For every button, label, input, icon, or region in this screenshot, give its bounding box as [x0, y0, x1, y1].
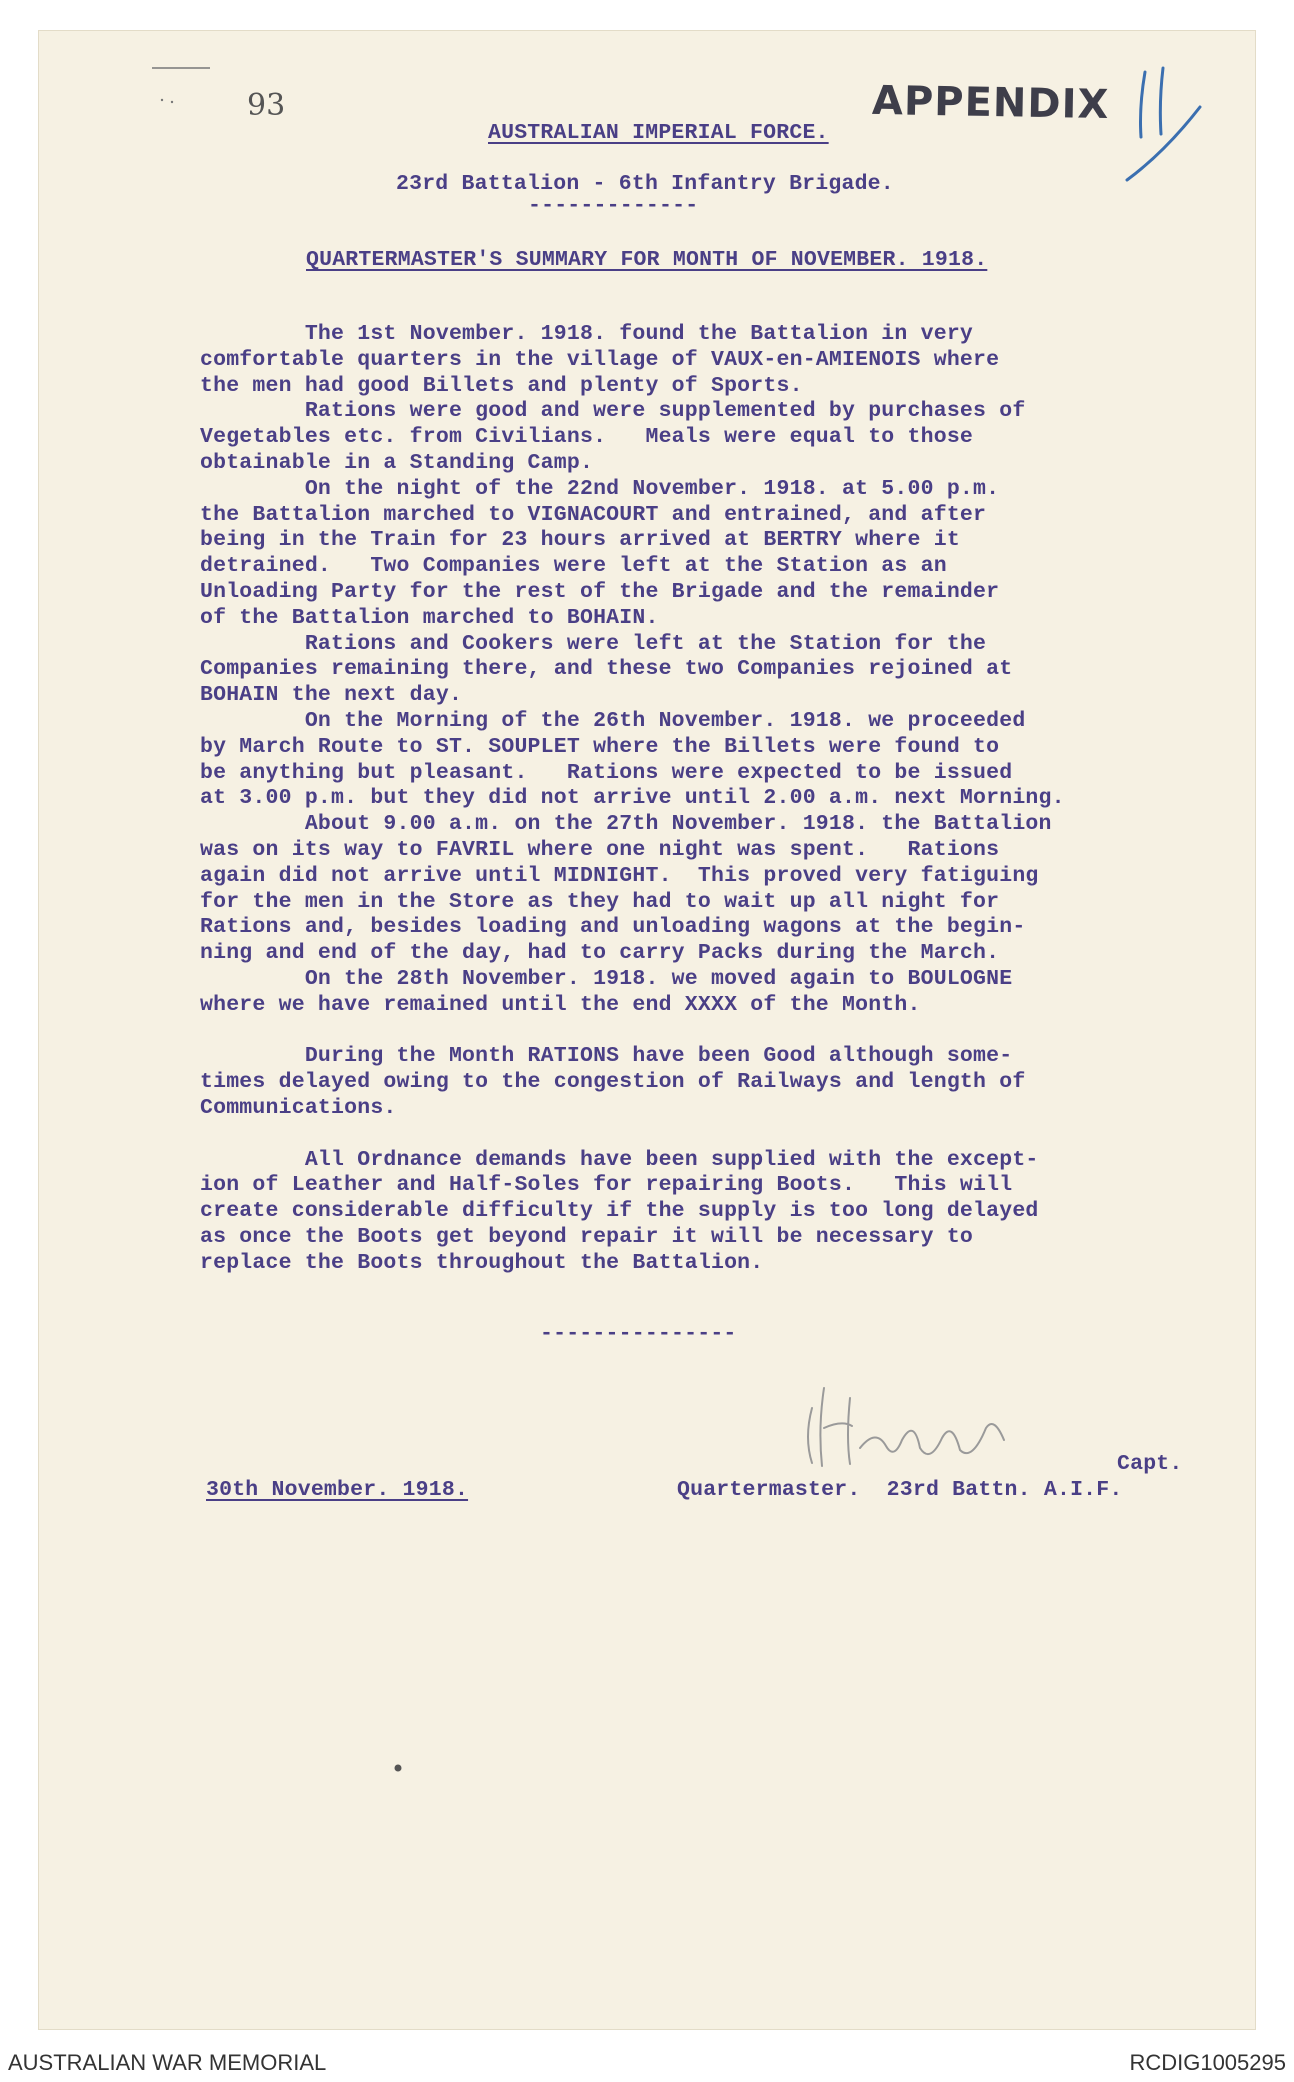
body-line: The 1st November. 1918. found the Battalion in very: [200, 322, 974, 346]
body-line: On the night of the 22nd November. 1918. at 5.00 p.m.: [200, 476, 1000, 501]
body-line: Rations were good and were supplemented by purchases of: [200, 399, 1026, 424]
appendix-stamp: APPENDIX: [871, 77, 1110, 129]
body-line: comfortable quarters in the village of VAUX-en-AMIENOIS where: [200, 347, 1000, 372]
body-line: being in the Train for 23 hours arrived at BERTRY where it: [200, 528, 960, 553]
header-divider: -------------: [528, 194, 699, 218]
body-line: detrained. Two Companies were left at the Station as an: [200, 554, 947, 579]
body-line: All Ordnance demands have been supplied with the except-: [200, 1147, 1039, 1172]
header-organisation: AUSTRALIAN IMPERIAL FORCE.: [488, 121, 829, 145]
body-line: Unloading Party for the rest of the Brigade and the remainder: [200, 579, 1000, 604]
footer-record-id: RCDIG1005295: [1129, 2050, 1286, 2075]
punch-mark: [392, 1762, 404, 1774]
body-line: of the Battalion marched to BOHAIN.: [200, 605, 659, 630]
body-line: On the 28th November. 1918. we moved again to BOULOGNE: [200, 966, 1013, 991]
body-line: During the Month RATIONS have been Good although some-: [200, 1044, 1013, 1069]
body-line: by March Route to ST. SOUPLET where the Billets were found to: [200, 734, 1000, 759]
body-line: Vegetables etc. from Civilians. Meals were equal to those: [200, 425, 974, 450]
body-text: [200, 322, 1065, 1276]
body-line: Rations and Cookers were left at the Station for the: [200, 631, 987, 656]
body-line: the Battalion marched to VIGNACOURT and entrained, and after: [200, 502, 987, 527]
body-line: ion of Leather and Half-Soles for repairing Boots. This will: [200, 1173, 1013, 1198]
body-line: Rations and, besides loading and unloading wagons at the begin-: [200, 915, 1026, 940]
body-line: was on its way to FAVRIL where one night was spent. Rations: [200, 837, 1000, 862]
footer-archive-name: AUSTRALIAN WAR MEMORIAL: [8, 2050, 327, 2075]
body-line: replace the Boots throughout the Battalion.: [200, 1250, 764, 1275]
body-line: for the men in the Store as they had to wait up all night for: [200, 889, 1000, 914]
body-line: create considerable difficulty if the supply is too long delayed: [200, 1199, 1039, 1224]
body-line: at 3.00 p.m. but they did not arrive until 2.00 a.m. next Morning.: [200, 786, 1065, 811]
body-line: obtainable in a Standing Camp.: [200, 450, 594, 475]
body-line: ning and end of the day, had to carry Packs during the March.: [200, 941, 1000, 966]
document-title: QUARTERMASTER'S SUMMARY FOR MONTH OF NOVEMBER. 1918.: [306, 248, 988, 272]
folio-number: 93: [247, 88, 286, 123]
body-line: [200, 1019, 1065, 1045]
body-line: About 9.00 a.m. on the 27th November. 1918. the Battalion: [200, 812, 1052, 837]
body-line: [200, 1122, 1065, 1148]
body-line: Communications.: [200, 1095, 397, 1120]
body-line: On the Morning of the 26th November. 1918. we proceeded: [200, 708, 1026, 733]
handwritten-signature: [790, 1368, 1050, 1478]
body-line: be anything but pleasant. Rations were expected to be issued: [200, 760, 1013, 785]
header-unit: 23rd Battalion - 6th Infantry Brigade.: [396, 172, 894, 196]
body-line: as once the Boots get beyond repair it will be necessary to: [200, 1224, 974, 1249]
signature-rank: Capt.: [1117, 1452, 1183, 1476]
handwritten-number: [1125, 62, 1225, 192]
body-line: times delayed owing to the congestion of Railways and length of: [200, 1070, 1026, 1095]
body-line: the men had good Billets and plenty of Sports.: [200, 373, 803, 398]
signature-appointment: Quartermaster. 23rd Battn. A.I.F.: [677, 1478, 1123, 1502]
pencil-marks: [150, 60, 230, 110]
body-line: Companies remaining there, and these two Companies rejoined at: [200, 657, 1013, 682]
signature-date: 30th November. 1918.: [206, 1478, 469, 1502]
body-line: again did not arrive until MIDNIGHT. This proved very fatiguing: [200, 863, 1039, 888]
body-line: where we have remained until the end XXXX of the Month.: [200, 992, 921, 1017]
body-line: BOHAIN the next day.: [200, 683, 463, 708]
closing-divider: ---------------: [540, 1322, 737, 1346]
